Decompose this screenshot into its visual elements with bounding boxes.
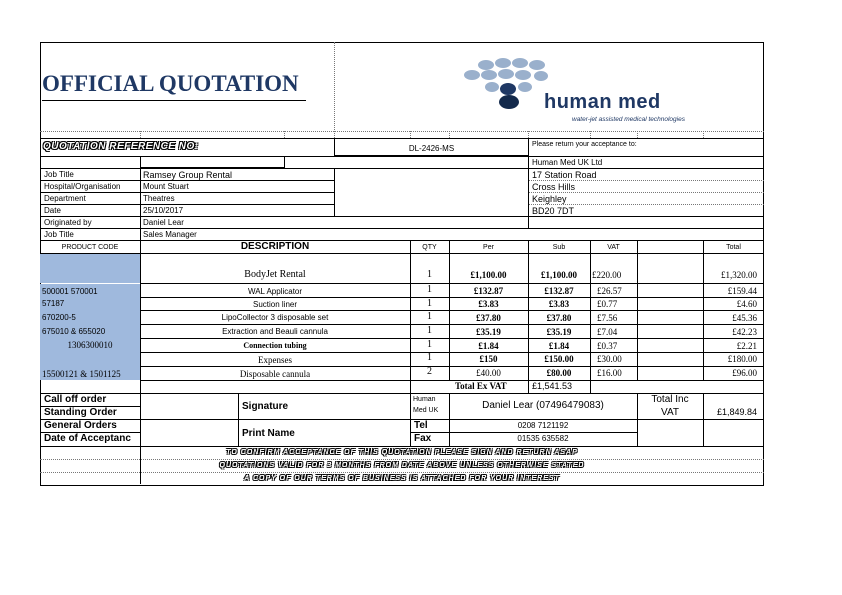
detail-label: Job Title — [44, 170, 74, 179]
detail-value: Theatres — [143, 194, 175, 203]
return-label: Please return your acceptance to: — [532, 141, 637, 148]
table-row-sub: £150.00 — [544, 354, 574, 364]
column-header-qty: QTY — [422, 244, 437, 251]
table-row-description: Suction liner — [252, 300, 298, 309]
fax-label: Fax — [414, 433, 432, 444]
quotation-reference-value: DL-2426-MS — [408, 144, 455, 153]
signer-name: Daniel Lear (07496479083) — [482, 400, 604, 411]
company-label: Med UK — [413, 407, 439, 414]
table-row-sub: £132.87 — [544, 286, 574, 296]
grid-line — [140, 366, 764, 367]
grid-line — [284, 131, 285, 138]
table-row-description: BodyJet Rental — [244, 269, 306, 280]
table-row-qty: 1 — [427, 298, 432, 309]
quotation-reference-label: QUOTATION REFERENCE NO: — [43, 141, 199, 152]
brand-tagline: water-jet assisted medical technologies — [572, 116, 685, 123]
standing-order-label: Standing Order — [44, 407, 117, 418]
table-row-vat: £0.77 — [597, 299, 618, 309]
grid-line — [410, 131, 411, 138]
total-ex-vat-label: Total Ex VAT — [455, 381, 507, 391]
grid-line — [703, 393, 704, 446]
grid-line — [40, 472, 764, 473]
table-row-description: WAL Applicator — [247, 287, 303, 296]
grid-box — [140, 156, 285, 168]
table-row-per: £132.87 — [473, 286, 504, 296]
grid-line — [528, 180, 764, 181]
table-row-vat: £220.00 — [592, 270, 622, 280]
table-row-qty: 1 — [427, 311, 432, 322]
detail-label: Originated by — [44, 218, 92, 227]
table-row-total: £2.21 — [736, 341, 757, 351]
grid-line — [140, 310, 764, 311]
table-row-total: £96.00 — [732, 368, 757, 378]
detail-value: Ramsey Group Rental — [143, 170, 233, 180]
call-off-order-label: Call off order — [44, 394, 107, 405]
fax-number: 01535 635582 — [517, 434, 569, 443]
detail-label: Date — [44, 206, 61, 215]
grid-line — [40, 240, 764, 241]
grid-line — [40, 253, 764, 254]
table-row-code: 675010 & 655020 — [42, 327, 106, 336]
grid-line — [140, 131, 141, 138]
total-inc-vat-label: Total Inc — [651, 394, 689, 405]
table-row-total: £1,320.00 — [721, 270, 757, 280]
return-address-line: Human Med UK Ltd — [532, 158, 603, 167]
table-row-vat: £0.37 — [597, 341, 618, 351]
grid-line — [528, 192, 764, 193]
table-row-description: Connection tubing — [243, 341, 307, 350]
grid-line — [40, 192, 334, 193]
table-row-per: £3.83 — [478, 299, 499, 309]
grid-line — [40, 180, 334, 181]
grid-line — [140, 380, 764, 381]
grid-line — [334, 168, 335, 216]
table-row-vat: £7.04 — [597, 327, 618, 337]
table-row-per: £1,100.00 — [470, 270, 507, 280]
detail-label: Job Title — [44, 230, 74, 239]
grid-line — [238, 393, 239, 446]
table-row-description: Disposable cannula — [239, 369, 311, 379]
table-row-qty: 1 — [427, 325, 432, 336]
date-of-acceptance-label: Date of Acceptanc — [44, 433, 131, 444]
grid-line — [528, 204, 764, 205]
table-row-total: £45.36 — [732, 313, 757, 323]
total-inc-vat-label: VAT — [661, 407, 679, 418]
grid-line — [637, 131, 638, 138]
column-header-code: PRODUCT CODE — [61, 244, 119, 251]
table-row-per: £1.84 — [478, 341, 499, 351]
grid-line — [140, 283, 764, 284]
table-row-total: £4.60 — [736, 299, 757, 309]
table-row-vat: £30.00 — [597, 354, 622, 364]
grid-line — [40, 216, 764, 217]
table-row-description: Expenses — [258, 355, 292, 365]
table-row-vat: £16.00 — [597, 368, 622, 378]
table-row-sub: £37.80 — [546, 313, 572, 323]
column-header-per: Per — [483, 244, 494, 251]
table-row-vat: £7.56 — [597, 313, 618, 323]
table-row-code: 57187 — [42, 299, 65, 308]
grid-line — [40, 446, 764, 447]
return-address-line: Keighley — [532, 194, 567, 204]
grid-line — [40, 204, 334, 205]
grid-line — [703, 131, 704, 138]
table-row-per: £40.00 — [476, 368, 501, 378]
print-name-label: Print Name — [242, 428, 295, 439]
return-address-line: BD20 7DT — [532, 206, 575, 216]
grid-line — [40, 459, 764, 460]
table-row-total: £159.44 — [727, 286, 757, 296]
table-row-sub: £80.00 — [546, 368, 572, 378]
grid-line — [590, 131, 591, 138]
title-underline — [42, 100, 306, 101]
tel-number: 0208 7121192 — [517, 421, 569, 430]
detail-label: Hospital/Organisation — [44, 182, 121, 191]
grid-line — [637, 240, 638, 380]
grid-line — [528, 131, 529, 138]
table-row-sub: £3.83 — [548, 299, 570, 309]
table-row-per: £150 — [479, 354, 498, 364]
column-header-sub: Sub — [552, 244, 566, 251]
note-line: A COPY OF OUR TERMS OF BUSINESS IS ATTACHED FOR YOUR INTEREST — [244, 475, 560, 482]
table-row-code: 500001 570001 — [42, 287, 98, 296]
table-row-qty: 1 — [427, 269, 432, 280]
grid-line — [40, 419, 764, 420]
grid-line — [528, 138, 529, 228]
column-header-description: DESCRIPTION — [240, 241, 310, 252]
table-row-vat: £26.57 — [597, 286, 622, 296]
table-row-code: 1306300010 — [67, 340, 113, 350]
table-row-code: 670200-5 — [42, 313, 76, 322]
grid-line — [410, 393, 411, 446]
detail-label: Department — [44, 194, 86, 203]
grid-line — [334, 42, 335, 138]
detail-value: 25/10/2017 — [143, 206, 184, 215]
page-title: OFFICIAL QUOTATION — [42, 71, 299, 96]
table-row-code: 15500121 & 1501125 — [42, 369, 121, 379]
table-row-per: £37.80 — [476, 313, 501, 323]
note-line: QUOTATIONS VALID FOR 3 MONTHS FROM DATE ABOVE UNLESS OTHERWISE STATED — [219, 462, 585, 469]
note-line: TO CONFIRM ACCEPTANCE OF THIS QUOTATION PLEASE SIGN AND RETURN ASAP — [226, 449, 578, 456]
grid-line — [40, 168, 764, 169]
grid-line — [590, 240, 591, 393]
grid-line — [140, 297, 764, 298]
table-row-qty: 1 — [427, 352, 432, 363]
general-orders-label: General Orders — [44, 420, 117, 431]
code-cell-highlight — [40, 253, 140, 283]
grid-line — [410, 432, 637, 433]
table-row-description: Extraction and Beauli cannula — [222, 327, 328, 336]
brand-name: human med — [544, 91, 661, 113]
table-row-description: LipoCollector 3 disposable set — [221, 313, 329, 322]
table-row-total: £42.23 — [732, 327, 757, 337]
return-address-line: Cross Hills — [532, 182, 576, 192]
table-row-sub: £1,100.00 — [541, 270, 577, 280]
column-header-total: Total — [726, 244, 741, 251]
table-row-qty: 1 — [427, 339, 432, 350]
signature-label: Signature — [242, 401, 289, 412]
grid-line — [140, 352, 764, 353]
tel-label: Tel — [414, 420, 428, 431]
grid-line — [40, 228, 764, 229]
total-ex-vat-value: £1,541.53 — [532, 381, 573, 391]
detail-value: Daniel Lear — [143, 218, 184, 227]
detail-value: Mount Stuart — [143, 182, 189, 191]
grid-line — [140, 324, 764, 325]
grid-line — [40, 131, 764, 132]
table-row-total: £180.00 — [727, 354, 757, 364]
column-header-vat: VAT — [607, 244, 620, 251]
detail-value: Sales Manager — [143, 230, 197, 239]
total-inc-vat-value: £1,849.84 — [716, 407, 757, 417]
table-row-per: £35.19 — [476, 327, 501, 337]
company-label: Human — [413, 396, 436, 403]
table-row-sub: £35.19 — [546, 327, 572, 337]
grid-line — [140, 338, 764, 339]
return-address-line: 17 Station Road — [532, 170, 597, 180]
table-row-qty: 1 — [427, 284, 432, 295]
grid-line — [449, 131, 450, 138]
table-row-qty: 2 — [427, 366, 432, 377]
table-row-sub: £1.84 — [548, 341, 570, 351]
